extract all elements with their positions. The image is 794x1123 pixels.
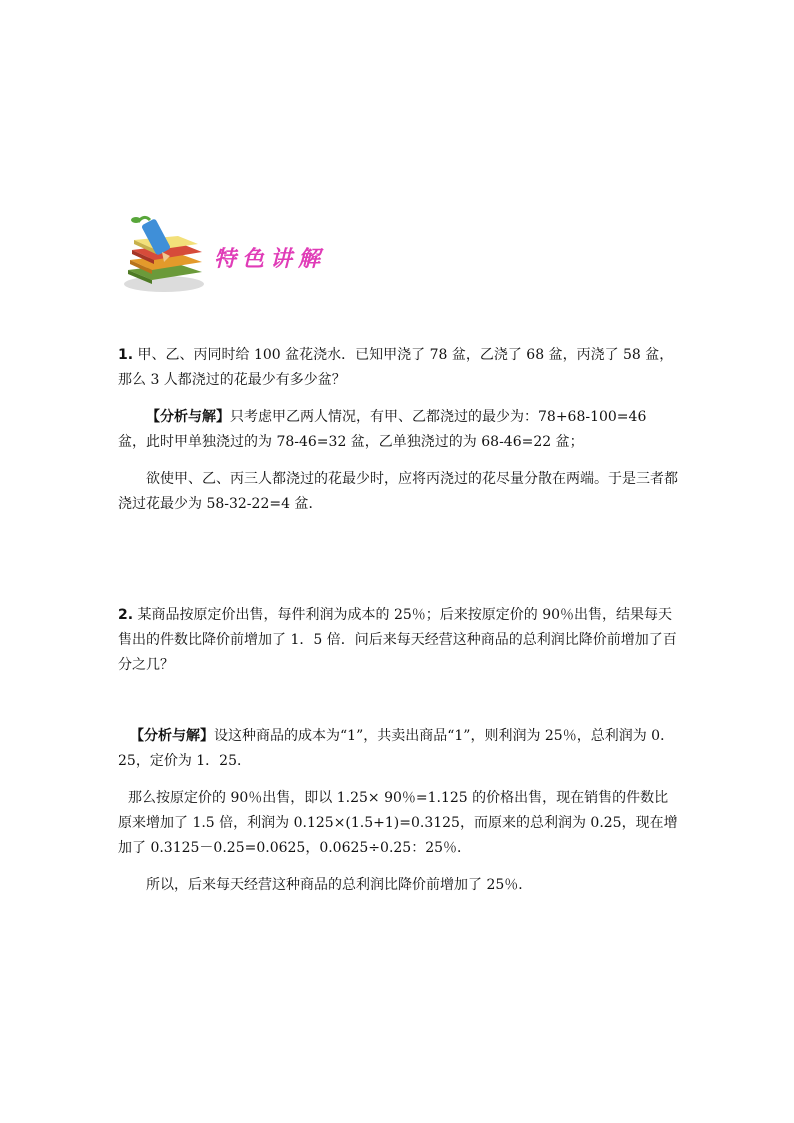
section-title: 特色讲解	[214, 247, 327, 272]
problem-2-analysis-label: 【分析与解】	[130, 728, 214, 744]
problem-2-analysis	[118, 724, 678, 774]
problem-2-question-text: 某商品按原定价出售，每件利润为成本的 25％；后来按原定价的 90％出售，结果每天售出的件数比降价前增加了 1．5 倍．问后来每天经营这种商品的总利润比降价前增加了百分之几？	[118, 607, 677, 673]
problem-2-question	[118, 603, 678, 678]
problem-1-analysis-label: 【分析与解】	[146, 409, 230, 425]
section-header	[118, 212, 378, 294]
problem-2-conclusion: 所以，后来每天经营这种商品的总利润比降价前增加了 25％．	[146, 877, 533, 893]
problem-2-number: 2.	[118, 607, 134, 623]
problem-1-question	[118, 343, 678, 393]
problem-1-analysis-text: 只考虑甲乙两人情况，有甲、乙都浇过的最少为：78+68-100=46 盆，此时甲单独浇过的为 78-46=32 盆，乙单独浇过的为 68-46=22 盆；	[118, 409, 647, 450]
problem-2-analysis-continued: 那么按原定价的 90％出售，即以 1.25× 90％=1.125 的价格出售，现在销售的件数比原来增加了 1.5 倍，利润为 0.125×(1.5+1)=0.3125，而原来的总利润为 0.25，现在增加了 0.3125－0.25=0.0625，0.0625÷0.25：25％．	[118, 790, 678, 856]
problem-1-analysis-continued: 欲使甲、乙、丙三人都浇过的花最少时，应将丙浇过的花尽量分散在两端。于是三者都浇过花最少为 58-32-22=4 盆．	[118, 471, 678, 512]
problem-1-question-text: 甲、乙、丙同时给 100 盆花浇水．已知甲浇了 78 盆，乙浇了 68 盆，丙浇了 58 盆，那么 3 人都浇过的花最少有多少盆？	[118, 347, 674, 388]
problem-1-analysis	[118, 405, 678, 455]
problem-2-analysis-text: 设这种商品的成本为“1”，共卖出商品“1”，则利润为 25％，总利润为 0．25，定价为 1．25．	[118, 728, 675, 769]
problem-1-number: 1.	[118, 347, 134, 363]
books-pencil-icon	[118, 212, 210, 294]
